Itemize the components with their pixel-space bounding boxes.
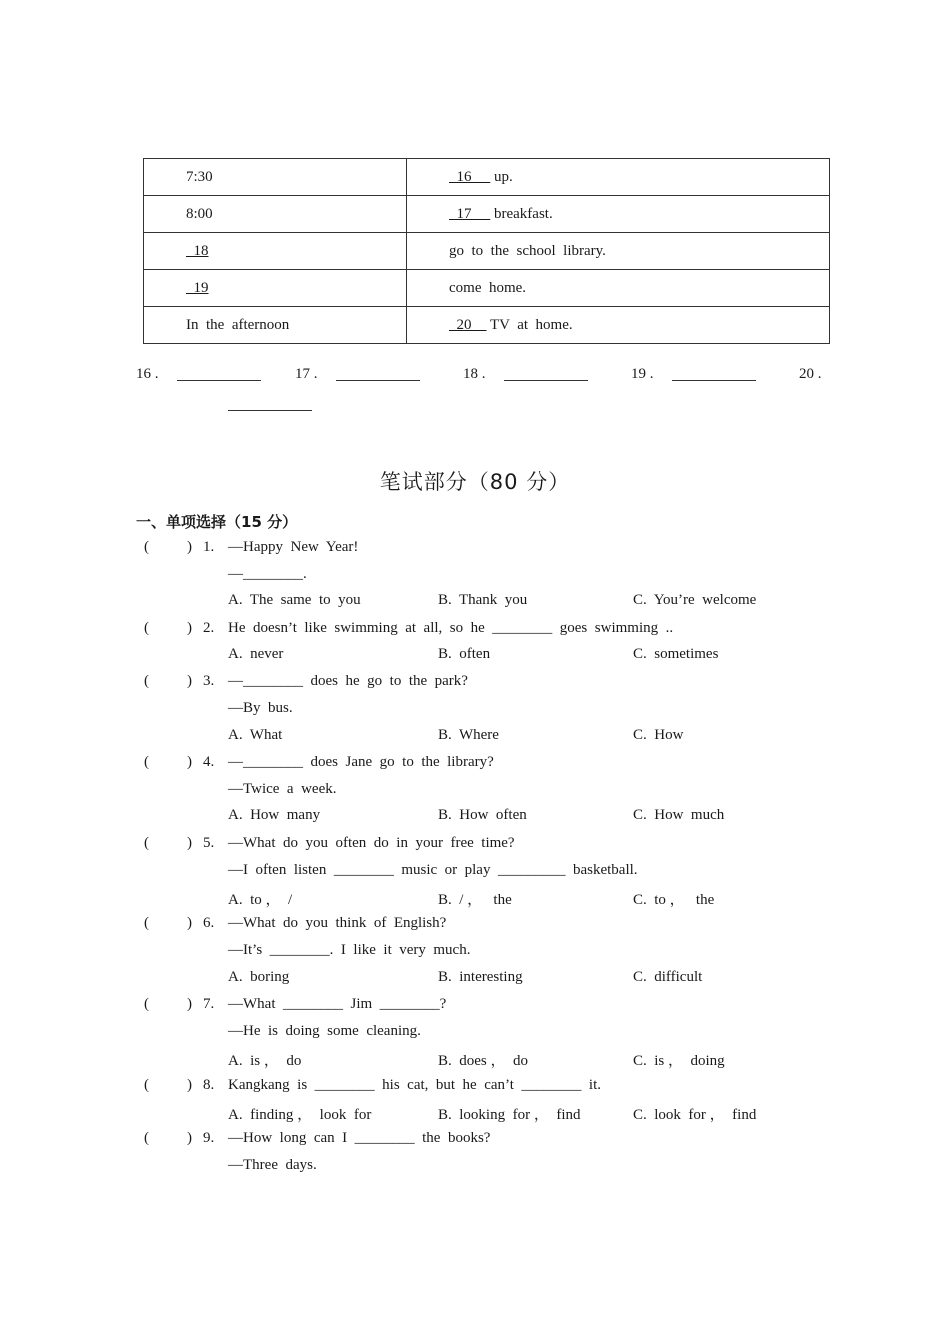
- answer-paren-open[interactable]: (: [144, 673, 149, 689]
- question-line: —Three days.: [228, 1157, 317, 1173]
- answer-blank-17[interactable]: [336, 366, 420, 386]
- question-line: —I often listen ________ music or play _________ basketball.: [228, 862, 638, 878]
- activity-blank: 17: [449, 205, 491, 222]
- option-b[interactable]: B. often: [438, 646, 491, 662]
- question-line: —Happy New Year!: [228, 539, 359, 555]
- answer-blank-18[interactable]: [504, 366, 588, 386]
- time-text: 8:00: [186, 205, 213, 222]
- answer-label-19: 19 .: [631, 366, 654, 382]
- option-b[interactable]: B. Where: [438, 727, 499, 743]
- answer-paren-close: ): [187, 620, 192, 636]
- answer-paren-open[interactable]: (: [144, 996, 149, 1012]
- answer-paren-open[interactable]: (: [144, 620, 149, 636]
- answer-paren-open[interactable]: (: [144, 1077, 149, 1093]
- option-c[interactable]: C. sometimes: [633, 646, 719, 662]
- option-c[interactable]: C. to ， the: [633, 892, 715, 908]
- activity-cell: [407, 196, 830, 233]
- activity-text: breakfast.: [490, 205, 553, 222]
- option-a[interactable]: A. never: [228, 646, 284, 662]
- option-a[interactable]: A. is ， do: [228, 1053, 302, 1069]
- answer-label-16: 16 .: [136, 366, 159, 382]
- activity-text: TV at home.: [486, 316, 573, 333]
- option-c[interactable]: C. How much: [633, 807, 725, 823]
- option-c[interactable]: C. is ， doing: [633, 1053, 725, 1069]
- question-number: 2.: [203, 620, 215, 636]
- option-b[interactable]: B. interesting: [438, 969, 523, 985]
- question-line: Kangkang is ________ his cat, but he can’t ________ it.: [228, 1077, 602, 1093]
- answer-label-20: 20 .: [799, 366, 822, 382]
- answer-paren-close: ): [187, 835, 192, 851]
- option-a[interactable]: A. How many: [228, 807, 321, 823]
- table-row: [144, 270, 830, 307]
- activity-blank: 16: [449, 168, 491, 185]
- question-number: 6.: [203, 915, 215, 931]
- question-line: —________ does he go to the park?: [228, 673, 468, 689]
- option-c[interactable]: C. How: [633, 727, 684, 743]
- option-b[interactable]: B. / ， the: [438, 892, 512, 908]
- question-line: —Twice a week.: [228, 781, 337, 797]
- time-cell: [144, 196, 407, 233]
- time-text: 7:30: [186, 168, 213, 185]
- answer-paren-open[interactable]: (: [144, 754, 149, 770]
- activity-cell: [407, 233, 830, 270]
- option-b[interactable]: B. Thank you: [438, 592, 528, 608]
- answer-blank-16[interactable]: [177, 366, 261, 386]
- question-line: —How long can I ________ the books?: [228, 1130, 491, 1146]
- table-row: [144, 196, 830, 233]
- answer-label-18: 18 .: [463, 366, 486, 382]
- answer-paren-close: ): [187, 1130, 192, 1146]
- time-blank: 19: [186, 279, 209, 296]
- option-b[interactable]: B. How often: [438, 807, 527, 823]
- question-line: —What ________ Jim ________?: [228, 996, 447, 1012]
- time-text: In the afternoon: [186, 316, 290, 333]
- table-row: [144, 233, 830, 270]
- part-one-title: 一、单项选择（15 分）: [136, 513, 298, 531]
- question-line: —________.: [228, 566, 307, 582]
- option-a[interactable]: A. finding ， look for: [228, 1107, 372, 1123]
- activity-text: up.: [490, 168, 513, 185]
- time-blank: 18: [186, 242, 209, 259]
- answer-paren-close: ): [187, 539, 192, 555]
- answer-blank-19[interactable]: [672, 366, 756, 386]
- option-a[interactable]: A. The same to you: [228, 592, 361, 608]
- answer-paren-close: ): [187, 1077, 192, 1093]
- option-c[interactable]: C. You’re welcome: [633, 592, 757, 608]
- answer-paren-close: ): [187, 673, 192, 689]
- option-b[interactable]: B. looking for ， find: [438, 1107, 581, 1123]
- activity-text: go to the school library.: [449, 242, 606, 259]
- answer-paren-close: ): [187, 754, 192, 770]
- table-row: [144, 307, 830, 344]
- option-c[interactable]: C. look for ， find: [633, 1107, 757, 1123]
- activity-text: come home.: [449, 279, 527, 296]
- question-line: He doesn’t like swimming at all, so he ________ goes swimming ..: [228, 620, 674, 636]
- activity-blank: 20: [449, 316, 487, 333]
- answer-blank-20[interactable]: [228, 396, 312, 416]
- table-row: [144, 159, 830, 196]
- answer-paren-open[interactable]: (: [144, 1130, 149, 1146]
- question-number: 7.: [203, 996, 215, 1012]
- question-number: 9.: [203, 1130, 215, 1146]
- activity-cell: [407, 159, 830, 196]
- question-number: 1.: [203, 539, 215, 555]
- section-title: 笔试部分（80 分）: [379, 470, 571, 494]
- option-a[interactable]: A. What: [228, 727, 283, 743]
- answer-paren-open[interactable]: (: [144, 539, 149, 555]
- time-cell: [144, 233, 407, 270]
- answer-label-17: 17 .: [295, 366, 318, 382]
- answer-paren-close: ): [187, 915, 192, 931]
- question-line: —What do you think of English?: [228, 915, 447, 931]
- option-b[interactable]: B. does ， do: [438, 1053, 529, 1069]
- answer-paren-open[interactable]: (: [144, 915, 149, 931]
- question-number: 3.: [203, 673, 215, 689]
- time-cell: [144, 307, 407, 344]
- time-cell: [144, 159, 407, 196]
- question-line: —It’s ________. I like it very much.: [228, 942, 471, 958]
- activity-cell: [407, 307, 830, 344]
- question-line: —He is doing some cleaning.: [228, 1023, 421, 1039]
- question-line: —________ does Jane go to the library?: [228, 754, 494, 770]
- option-c[interactable]: C. difficult: [633, 969, 703, 985]
- question-line: —What do you often do in your free time?: [228, 835, 515, 851]
- option-a[interactable]: A. boring: [228, 969, 290, 985]
- activity-cell: [407, 270, 830, 307]
- time-cell: [144, 270, 407, 307]
- option-a[interactable]: A. to ， /: [228, 892, 293, 908]
- schedule-table: [143, 158, 830, 344]
- question-number: 8.: [203, 1077, 215, 1093]
- question-number: 5.: [203, 835, 215, 851]
- question-line: —By bus.: [228, 700, 293, 716]
- answer-paren-open[interactable]: (: [144, 835, 149, 851]
- answer-paren-close: ): [187, 996, 192, 1012]
- question-number: 4.: [203, 754, 215, 770]
